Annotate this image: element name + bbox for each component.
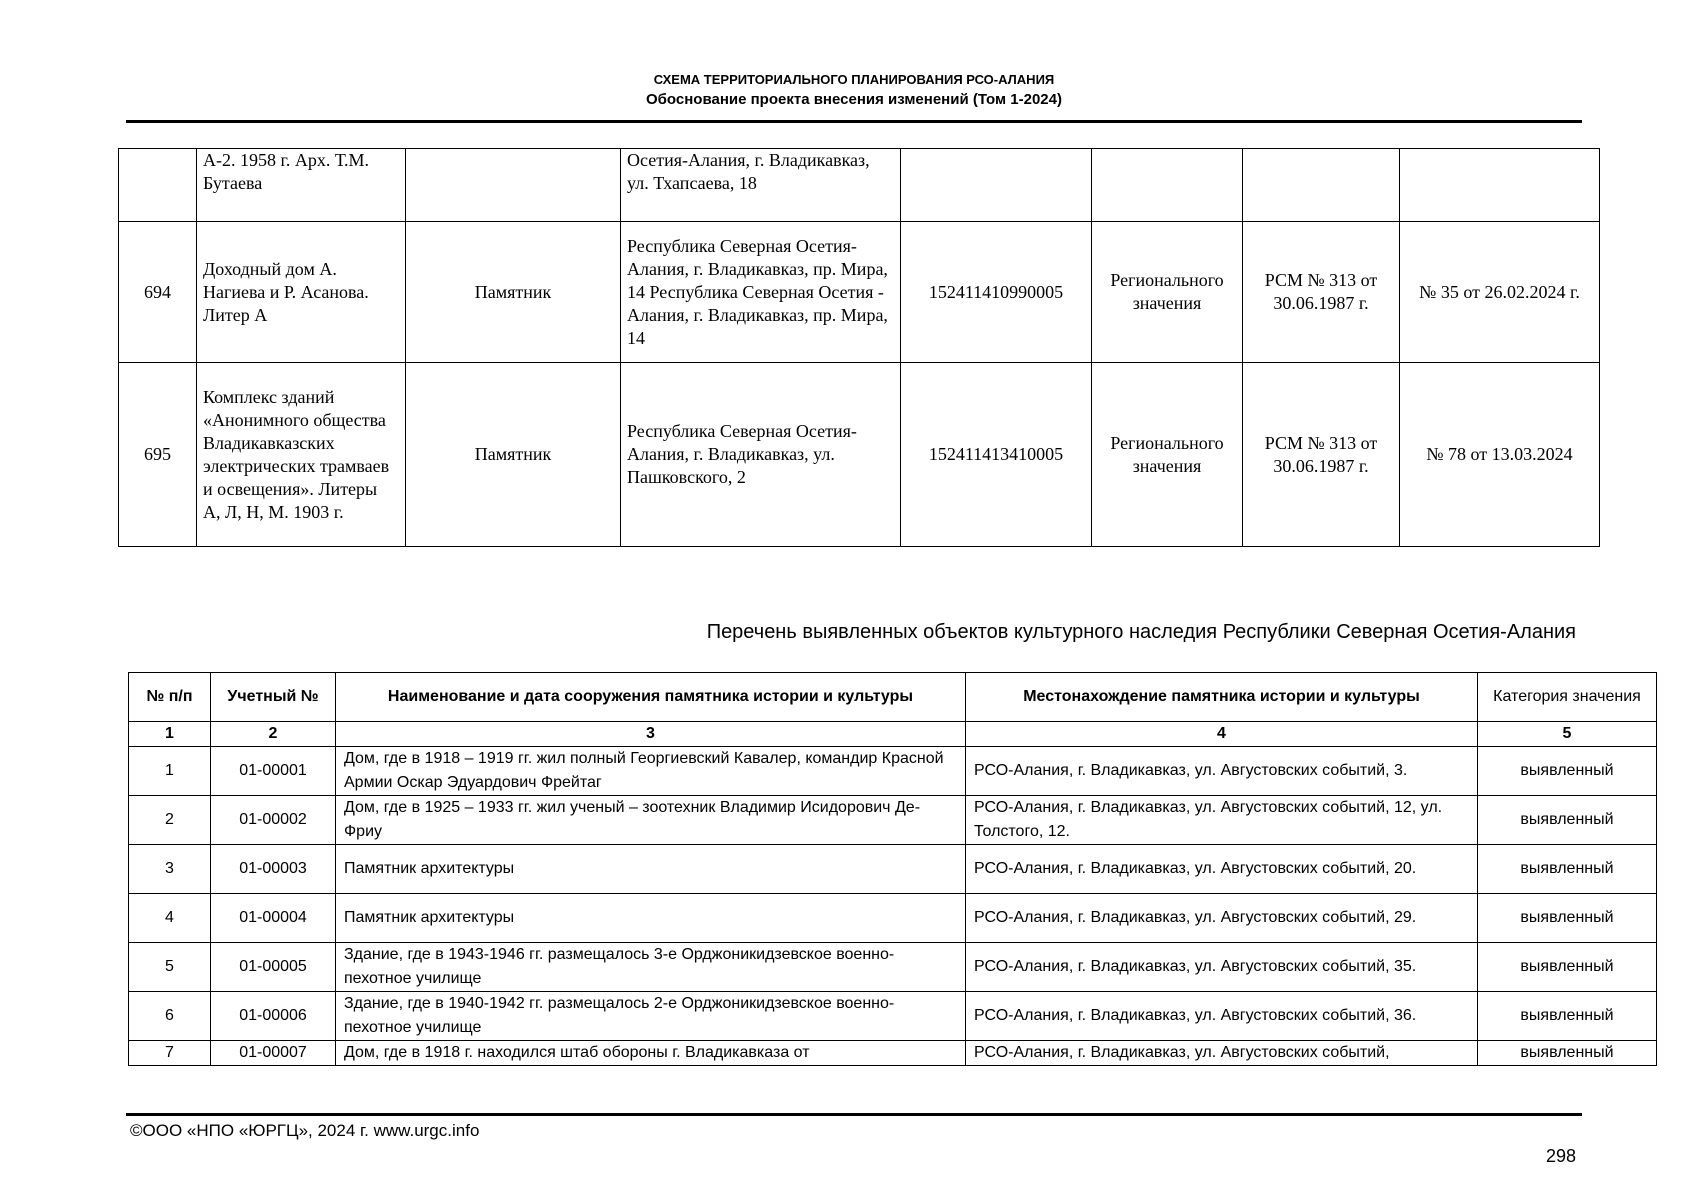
protection-document: РСМ № 313 от 30.06.1987 г. — [1243, 363, 1400, 547]
header-name: Наименование и дата сооружения памятника истории и культуры — [336, 673, 966, 722]
document-title: СХЕМА ТЕРРИТОРИАЛЬНОГО ПЛАНИРОВАНИЯ РСО-АЛАНИЯ — [653, 72, 1055, 87]
significance-category: выявленный — [1478, 796, 1657, 845]
object-address: РСО-Алания, г. Владикавказ, ул. Августовских событий, 36. — [966, 992, 1478, 1041]
object-type: Памятник — [406, 222, 621, 363]
copyright-notice: ©ООО «НПО «ЮРГЦ», 2024 г. www.urgc.info — [130, 1121, 480, 1140]
column-number: 4 — [966, 722, 1478, 747]
table-row — [129, 796, 1657, 845]
significance-category: выявленный — [1478, 1041, 1657, 1066]
row-number: 3 — [129, 845, 211, 894]
table-header-row — [129, 673, 1657, 722]
object-address: РСО-Алания, г. Владикавказ, ул. Августовских событий, 29. — [966, 894, 1478, 943]
table-row — [129, 1041, 1657, 1066]
table-row — [129, 943, 1657, 992]
object-name: Комплекс зданий «Анонимного общества Владикавказских электрических трамваев и освещения». Литеры А, Л, Н, М. 1903 г. — [197, 363, 406, 547]
object-name: Дом, где в 1918 – 1919 гг. жил полный Георгиевский Кавалер, командир Красной Армии Оскар Эдуардович Фрейтаг — [336, 747, 966, 796]
identified-objects-table — [128, 672, 1657, 1066]
registration-number: 01-00003 — [211, 845, 336, 894]
significance-category: выявленный — [1478, 747, 1657, 796]
row-number: 2 — [129, 796, 211, 845]
row-number: 695 — [119, 363, 197, 547]
significance-category: выявленный — [1478, 894, 1657, 943]
header-divider — [126, 120, 1582, 123]
table-row — [129, 747, 1657, 796]
object-address: РСО-Алания, г. Владикавказ, ул. Августовских событий, — [966, 1041, 1478, 1066]
heritage-registry-table — [118, 148, 1600, 547]
significance-category: выявленный — [1478, 943, 1657, 992]
header-reg: Учетный № — [211, 673, 336, 722]
column-number: 3 — [336, 722, 966, 747]
row-number: 5 — [129, 943, 211, 992]
registration-number: 01-00006 — [211, 992, 336, 1041]
significance-category — [1092, 149, 1243, 222]
registration-number: 01-00007 — [211, 1041, 336, 1066]
order-reference: № 78 от 13.03.2024 — [1400, 363, 1600, 547]
object-name: А-2. 1958 г. Арх. Т.М. Бутаева — [197, 149, 406, 222]
page-number: 298 — [1545, 1146, 1576, 1166]
registration-number — [901, 149, 1092, 222]
object-address: РСО-Алания, г. Владикавказ, ул. Августовских событий, 12, ул. Толстого, 12. — [966, 796, 1478, 845]
table-row — [129, 992, 1657, 1041]
header-category: Категория значения — [1478, 673, 1657, 722]
document-subtitle: Обоснование проекта внесения изменений (Том 1-2024) — [646, 91, 1062, 108]
column-number: 5 — [1478, 722, 1657, 747]
registration-number: 01-00005 — [211, 943, 336, 992]
object-type: Памятник — [406, 363, 621, 547]
footer-divider — [126, 1113, 1582, 1116]
object-name: Дом, где в 1918 г. находился штаб обороны г. Владикавказа от — [336, 1041, 966, 1066]
header-address: Местонахождение памятника истории и культуры — [966, 673, 1478, 722]
registration-number: 01-00001 — [211, 747, 336, 796]
registration-number: 01-00002 — [211, 796, 336, 845]
object-name: Дом, где в 1925 – 1933 гг. жил ученый – зоотехник Владимир Исидорович Де-Фриу — [336, 796, 966, 845]
document-header — [126, 70, 1582, 111]
object-address: Республика Северная Осетия-Алания, г. Владикавказ, пр. Мира, 14 Республика Северная Осетия - Алания, г. Владикавказ, пр. Мира, 14 — [621, 222, 901, 363]
order-reference: № 35 от 26.02.2024 г. — [1400, 222, 1600, 363]
order-reference — [1400, 149, 1600, 222]
column-number-row — [129, 722, 1657, 747]
significance-category: Регионального значения — [1092, 363, 1243, 547]
object-type — [406, 149, 621, 222]
object-name: Памятник архитектуры — [336, 845, 966, 894]
registration-number: 152411413410005 — [901, 363, 1092, 547]
significance-category: выявленный — [1478, 845, 1657, 894]
significance-category: Регионального значения — [1092, 222, 1243, 363]
object-address: Осетия-Алания, г. Владикавказ, ул. Тхапсаева, 18 — [621, 149, 901, 222]
row-number: 1 — [129, 747, 211, 796]
registration-number: 01-00004 — [211, 894, 336, 943]
protection-document: РСМ № 313 от 30.06.1987 г. — [1243, 222, 1400, 363]
object-name: Памятник архитектуры — [336, 894, 966, 943]
row-number: 6 — [129, 992, 211, 1041]
column-number: 2 — [211, 722, 336, 747]
row-number: 4 — [129, 894, 211, 943]
column-number: 1 — [129, 722, 211, 747]
protection-document — [1243, 149, 1400, 222]
section-title: Перечень выявленных объектов культурного наследия Республики Северная Осетия-Алания — [706, 621, 1576, 643]
object-address: РСО-Алания, г. Владикавказ, ул. Августовских событий, 20. — [966, 845, 1478, 894]
table-row — [129, 894, 1657, 943]
registration-number: 152411410990005 — [901, 222, 1092, 363]
object-name: Доходный дом А. Нагиева и Р. Асанова. Литер А — [197, 222, 406, 363]
object-address: Республика Северная Осетия-Алания, г. Владикавказ, ул. Пашковского, 2 — [621, 363, 901, 547]
row-number — [119, 149, 197, 222]
table-row — [119, 363, 1600, 547]
row-number: 694 — [119, 222, 197, 363]
significance-category: выявленный — [1478, 992, 1657, 1041]
object-name: Здание, где в 1943-1946 гг. размещалось 3-е Орджоникидзевское военно-пехотное училище — [336, 943, 966, 992]
table-row — [119, 149, 1600, 222]
object-address: РСО-Алания, г. Владикавказ, ул. Августовских событий, 3. — [966, 747, 1478, 796]
header-num: № п/п — [129, 673, 211, 722]
object-name: Здание, где в 1940-1942 гг. размещалось 2-е Орджоникидзевское военно-пехотное училище — [336, 992, 966, 1041]
object-address: РСО-Алания, г. Владикавказ, ул. Августовских событий, 35. — [966, 943, 1478, 992]
table-row — [119, 222, 1600, 363]
table-row — [129, 845, 1657, 894]
row-number: 7 — [129, 1041, 211, 1066]
